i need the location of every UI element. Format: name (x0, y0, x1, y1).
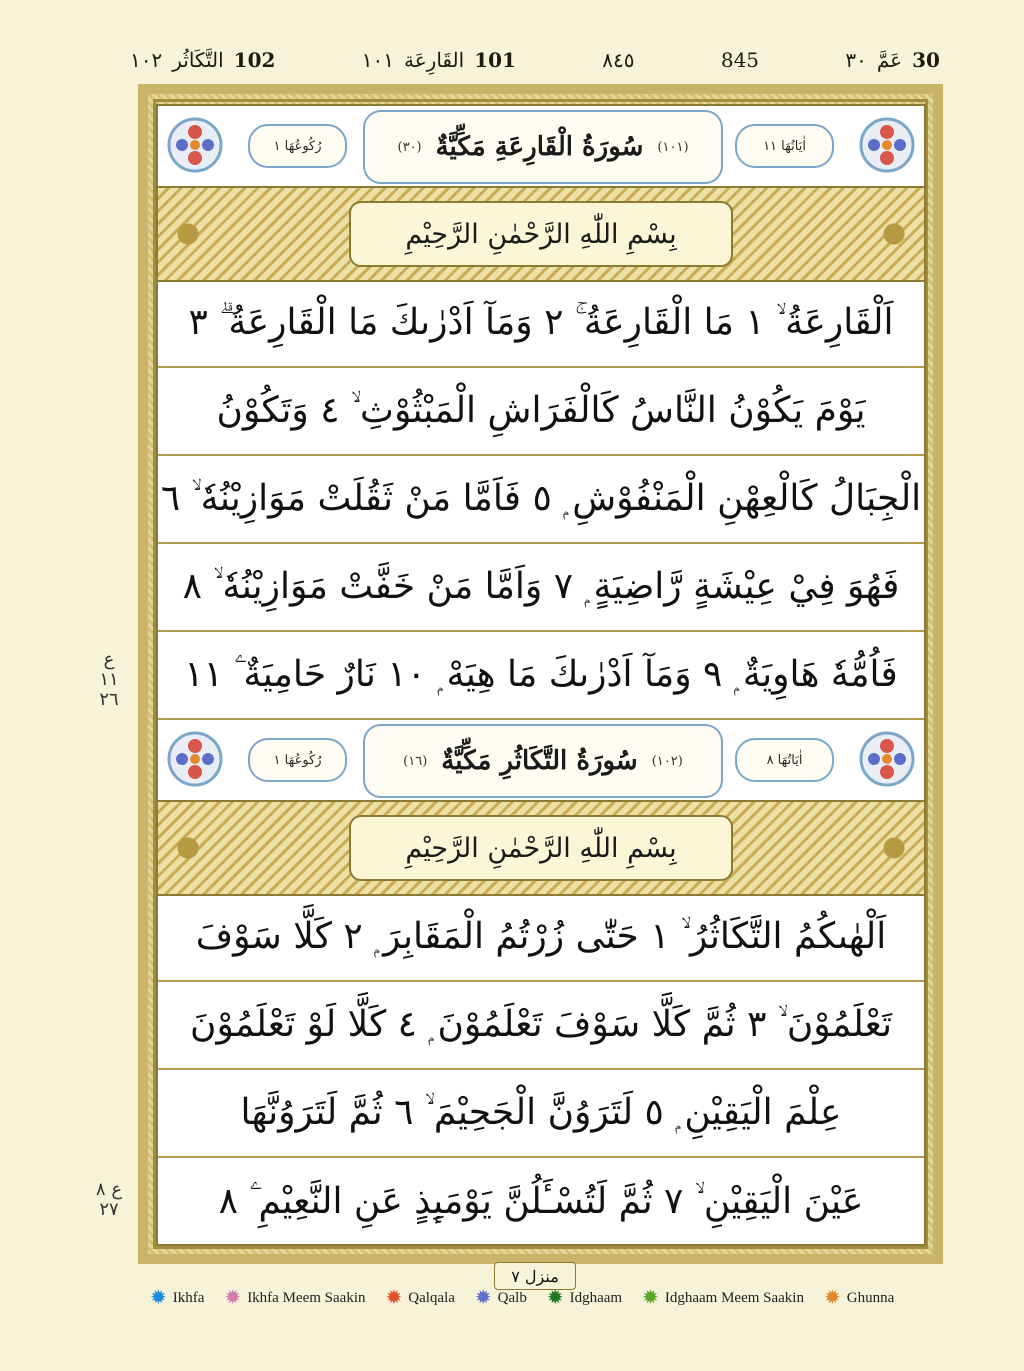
legend-item (385, 1288, 454, 1308)
page-number-ar: ٨٤٥ (602, 48, 635, 72)
juz-name: عَمَّ (876, 48, 903, 72)
ayah-line: اَلْهٰىكُمُ التَّكَاثُرُ ۙ ١ حَتّٰى زُرْتُمُ الْمَقَابِرَ ۭ ٢ كَلَّا سَوْفَ (158, 894, 924, 982)
manzil-label: منزل ٧ (494, 1262, 576, 1290)
surah1-order-label: (٣٠) (397, 139, 422, 155)
header-juz (845, 48, 940, 72)
surah1-ayat-cartouche: اٰيَاتُهَا ١١ (735, 124, 834, 168)
star-icon: ✹ (224, 1287, 242, 1309)
legend-item (547, 1288, 622, 1308)
bismillah-text: بِسْمِ اللّٰهِ الرَّحْمٰنِ الرَّحِيْمِ (349, 201, 733, 267)
ayah-line: فَهُوَ فِيْ عِيْشَةٍ رَّاضِيَةٍ ۭ ٧ وَاَمَّا مَنْ خَفَّتْ مَوَازِيْنُهٗ ۙ ٨ (158, 544, 924, 632)
legend-item (824, 1288, 894, 1308)
star-icon: ✹ (385, 1287, 403, 1309)
floral-ornament-icon (160, 110, 230, 180)
star-icon: ✹ (474, 1287, 492, 1309)
surah2-number-label: (١٠٢) (651, 753, 683, 769)
ruku-marker: ع ٨ ٢٧ (95, 1179, 123, 1220)
ayah-line: الْجِبَالُ كَالْعِهْنِ الْمَنْفُوْشِ ۭ ٥ فَاَمَّا مَنْ ثَقُلَتْ مَوَازِيْنُهٗ ۙ ٦ (158, 456, 924, 544)
legend-item (150, 1288, 204, 1308)
surah2-title-box (363, 724, 723, 798)
surah1-number-ar: ١٠١ (361, 48, 394, 72)
ayah-line: يَوْمَ يَكُوْنُ النَّاسُ كَالْفَرَاشِ الْمَبْثُوْثِ ۙ ٤ وَتَكُوْنُ (158, 368, 924, 456)
ayah-line: عَيْنَ الْيَقِيْنِ ۙ ٧ ثُمَّ لَتُسْـَٔلُنَّ يَوْمَىِٕذٍ عَنِ النَّعِيْمِ ۧ ٨ (218, 1181, 864, 1222)
bismillah-text: بِسْمِ اللّٰهِ الرَّحْمٰنِ الرَّحِيْمِ (349, 815, 733, 881)
surah1-title: سُورَةُ الْقَارِعَةِ مَكِّيَّةٌ (435, 132, 644, 162)
page-content (156, 104, 926, 1246)
surah2-ayat-cartouche: اٰيَاتُهَا ٨ (735, 738, 834, 782)
legend-label: Qalqala (408, 1289, 455, 1306)
ruku-marker: ع ١١ ٢٦ (99, 649, 119, 710)
surah1-banner (158, 106, 924, 186)
legend-label: Qalb (497, 1289, 527, 1306)
legend-label: Ikhfa Meem Saakin (247, 1289, 366, 1306)
surah1-number: 101 (474, 48, 516, 72)
star-icon: ✹ (823, 1287, 841, 1309)
surah1-title-box (363, 110, 723, 184)
star-icon: ✹ (546, 1287, 564, 1309)
surah2-number: 102 (233, 48, 276, 72)
tajweed-legend (150, 1286, 950, 1310)
star-icon: ✹ (150, 1287, 167, 1309)
surah1-number-label: (١٠١) (657, 139, 689, 155)
star-icon: ✹ (642, 1287, 659, 1309)
floral-ornament-icon (852, 724, 922, 794)
legend-item (224, 1288, 365, 1308)
surah2-name: التَّكَاثُر (172, 48, 224, 72)
juz-number-ar: ٣٠ (845, 48, 867, 72)
legend-label: Idghaam Meem Saakin (664, 1289, 804, 1306)
legend-item (475, 1288, 527, 1308)
bismillah-panel (158, 186, 924, 282)
surah1-ruku-cartouche: رُكُوعُهَا ١ (248, 124, 347, 168)
surah2-banner (158, 720, 924, 800)
surah1-name: القَارِعَة (404, 48, 465, 72)
ayah-line: فَاُمُّهٗ هَاوِيَةٌ ۭ ٩ وَمَآ اَدْرٰىكَ مَا هِيَهْ ۭ ١٠ نَارٌ حَامِيَةٌ ۧ ١١ (158, 632, 924, 720)
floral-ornament-icon (160, 724, 230, 794)
legend-item (642, 1288, 804, 1308)
ayah-line: اَلْقَارِعَةُ ۙ ١ مَا الْقَارِعَةُ ۚ ٢ وَمَآ اَدْرٰىكَ مَا الْقَارِعَةُ ۗ ٣ (158, 280, 924, 368)
surah2-order-label: (١٦) (403, 753, 428, 769)
juz-number: 30 (912, 48, 940, 72)
legend-label: Idghaam (569, 1289, 623, 1306)
page-header (130, 38, 940, 82)
page-number: 845 (720, 48, 760, 72)
floral-ornament-icon (852, 110, 922, 180)
ayah-line: تَعْلَمُوْنَ ۙ ٣ ثُمَّ كَلَّا سَوْفَ تَعْلَمُوْنَ ۭ ٤ كَلَّا لَوْ تَعْلَمُوْنَ (158, 982, 924, 1070)
surah2-ruku-cartouche: رُكُوعُهَا ١ (248, 738, 347, 782)
ayah-line: عِلْمَ الْيَقِيْنِ ۭ ٥ لَتَرَوُنَّ الْجَحِيْمَ ۙ ٦ ثُمَّ لَتَرَوُنَّهَا (158, 1070, 924, 1158)
surah2-number-ar: ١٠٢ (130, 48, 163, 72)
legend-label: Ghunna (846, 1289, 895, 1306)
header-surah2 (130, 48, 275, 72)
surah2-title: سُورَةُ التَّكَاثُرِ مَكِّيَّةٌ (441, 746, 638, 776)
bismillah-panel (158, 800, 924, 896)
header-surah1 (362, 48, 516, 72)
legend-label: Ikhfa (172, 1289, 205, 1306)
